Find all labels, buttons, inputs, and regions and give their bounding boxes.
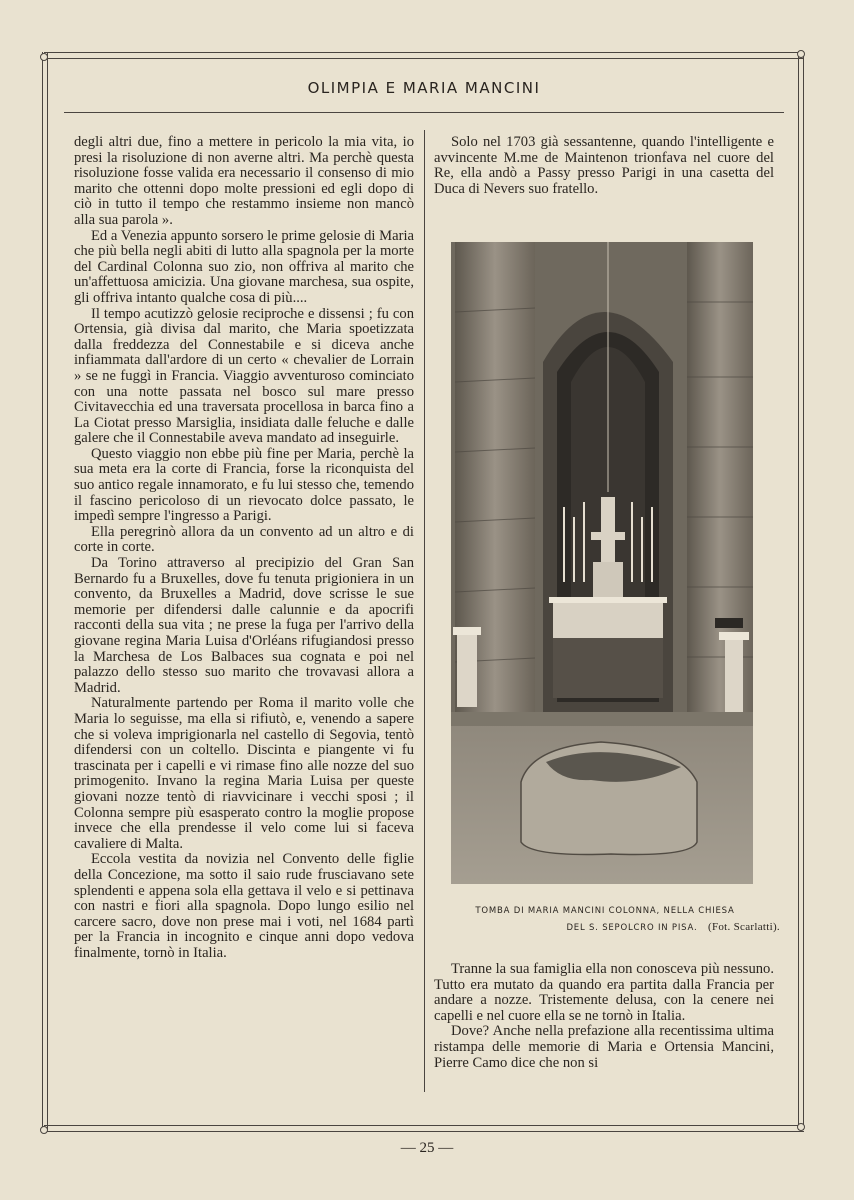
paragraph: Dove? Anche nella prefazione alla recentissima ultima ristampa delle memorie di Maria e Ortensia Mancini, Pierre Camo dice che non si	[434, 1023, 774, 1071]
paragraph: Ella peregrinò allora da un convento ad un altro e di corte in corte.	[74, 523, 414, 556]
frame-top-rule	[44, 52, 804, 59]
caption-location: DEL S. SEPOLCRO IN PISA.	[566, 923, 698, 933]
right-column-bottom	[434, 962, 774, 1071]
page-number: — 25 —	[400, 1140, 454, 1156]
paragraph: Naturalmente partendo per Roma il marito volle che Maria lo seguisse, ma ella si rifiutò, e, venendo a sapere che si voleva imprigionarla nel castello di Segovia, tentò difendersi con un coltello. Discinta e piangente vi fu trascinata per i capelli e vi rimase fino alle nozze del suo primogenito. Invano la regina Maria Luisa per queste giovani nozze tentò di riavvicinare i vecchi sposi ; il Colonna sempre più esasperato contro la moglie propose invece che ella prendesse il velo come lui si faceva cavaliere di Malta.	[74, 695, 414, 852]
frame-left-rule	[42, 52, 48, 1130]
corner-ornament	[40, 1126, 48, 1134]
frame-bottom-rule	[44, 1125, 804, 1132]
corner-ornament	[797, 50, 805, 58]
corner-ornament	[797, 1123, 805, 1131]
paragraph: Solo nel 1703 già sessantenne, quando l'intelligente e avvincente M.me de Maintenon trionfava nel cuore del Re, ella andò a Passy presso Parigi in una casetta del Duca di Nevers suo fratello.	[434, 134, 774, 197]
right-column-top	[434, 135, 774, 197]
figure-caption	[440, 903, 780, 936]
photo-credit: (Fot. Scarlatti).	[707, 921, 780, 933]
paragraph: Da Torino attraverso al precipizio del Gran San Bernardo fu a Bruxelles, dove fu tenuta prigioniera in un convento, da Bruxelles a Madrid, dove scrisse le sue memorie per difendersi dalle calunnie e da apocrifi racconti della sua vita ; ne prese la fuga per l'arrivo della giovane regina Maria Luisa d'Orléans rifugiandosi presso la Marchesa de Los Balbaces sua cognata e poi nel palazzo dello stesso suo marito che trovavasi allora a Madrid.	[74, 555, 414, 696]
paragraph: Tranne la sua famiglia ella non conosceva più nessuno. Tutto era mutato da quando era partita dalla Francia per andare a nozze. Tristemente delusa, con la cenere nei capelli e nel cuore ella se ne tornò in Italia.	[434, 961, 774, 1024]
caption-line-2	[440, 919, 780, 936]
caption-line-1: TOMBA DI MARIA MANCINI COLONNA, NELLA CHIESA	[475, 906, 735, 916]
frame-right-rule	[798, 52, 804, 1130]
paragraph: Ed a Venezia appunto sorsero le prime gelosie di Maria che più bella negli abiti di lutto alla spagnola per la morte del Cardinal Colonna suo zio, non offriva al marito che un'affettuosa amicizia. Una giovane marchesa, sua ospite, gli offriva intanto qualche cosa di più....	[74, 227, 414, 306]
paragraph: degli altri due, fino a mettere in pericolo la mia vita, io presi la risoluzione di non averne altri. Ma perchè questa risoluzione fosse valida era necessario il consenso di mio marito che ottenni dopo molte pressioni ed egli dopo di ciò in tutto il tempo che restammo insieme non mancò alla sua parola ».	[74, 134, 414, 228]
title-rule	[64, 112, 784, 113]
tomb-photograph	[451, 242, 753, 884]
corner-ornament	[40, 53, 48, 61]
left-column	[74, 135, 414, 961]
paragraph: Questo viaggio non ebbe più fine per Maria, perchè la sua meta era la corte di Francia, forse la riconquista del suo antico regale innamorato, e fu lui stesso che, temendo il fascino pericoloso di un rievocato dolce passato, le impedì sempre l'ingresso a Parigi.	[74, 445, 414, 525]
paragraph: Il tempo acutizzò gelosie reciproche e dissensi ; fu con Ortensia, già divisa dal marito, che Maria spoetizzata dalla freddezza del Connestabile e si diceva anche infiammata dall'ardore di un certo « chevalier de Lorrain » se ne fuggì in Francia. Viaggio avventuroso cominciato con una notte passata nel bosco sul mare presso Civitavecchia ed una traversata procellosa in barca fino a La Ciotat presso Marsiglia, insidiata dalle feluche e dalle galere che il Connestabile aveva mandato ad inseguirle.	[74, 305, 414, 447]
column-divider	[424, 130, 425, 1092]
church-interior-illustration	[451, 242, 753, 884]
paragraph: Eccola vestita da novizia nel Convento delle figlie della Concezione, ma sotto il saio rude frusciavano sete splendenti e appena sola ella gettava il velo e si pettinava con nastri e fiori alla spagnola. Dopo lungo esilio nel carcere sacro, dove non prese mai i voti, nel 1684 partì per la Francia in incognito e cinque anni dopo vedova finalmente, tornò in Italia.	[74, 851, 414, 961]
running-title: OLIMPIA E MARIA MANCINI	[307, 79, 541, 97]
